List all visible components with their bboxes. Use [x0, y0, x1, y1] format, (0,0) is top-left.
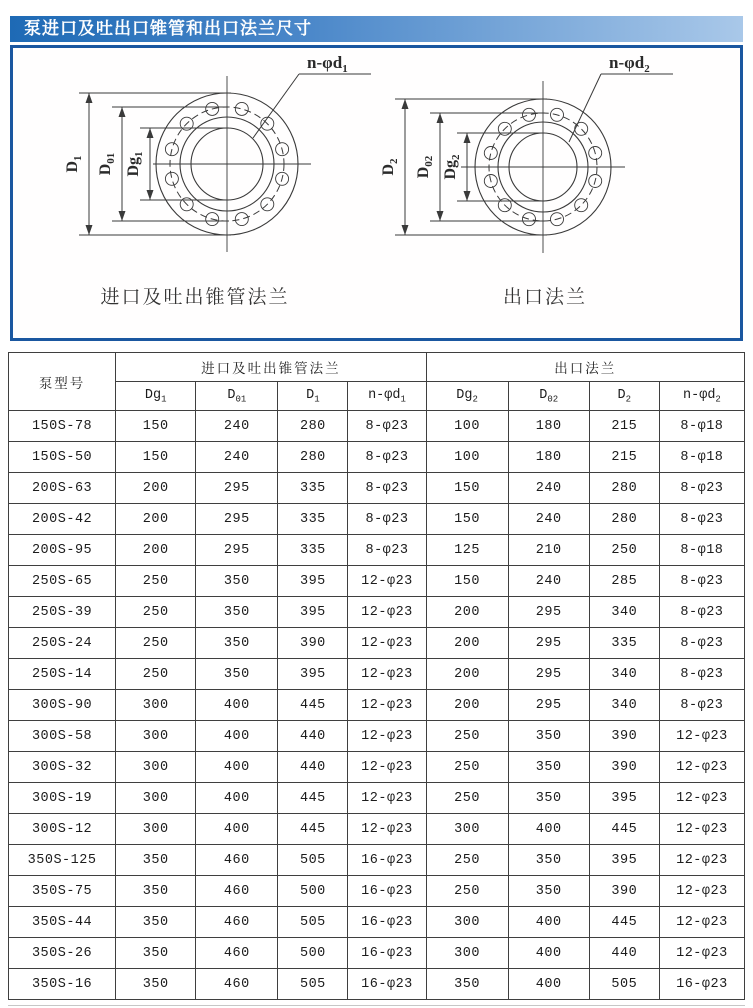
dimension-cell: 350 [196, 566, 278, 597]
column-header-d01: $D_{01}$ [196, 382, 278, 411]
dimension-cell: 350 [196, 659, 278, 690]
column-header-dg1: $Dg_1$ [116, 382, 196, 411]
dimension-cell: 200 [116, 535, 196, 566]
dimension-cell: 300 [116, 721, 196, 752]
dimension-cell: 150 [426, 566, 508, 597]
dimension-cell: 295 [508, 690, 589, 721]
dimension-cell: 445 [589, 907, 659, 938]
dimension-cell: 300 [116, 783, 196, 814]
dimension-cell: 400 [508, 907, 589, 938]
dimension-cell: 240 [508, 504, 589, 535]
dimension-cell: 280 [278, 442, 348, 473]
flange-diagram-svg [13, 48, 740, 338]
dimension-cell: 460 [196, 876, 278, 907]
dimension-cell: 8-φ23 [659, 690, 744, 721]
table-row [9, 411, 745, 442]
dimension-cell: 390 [278, 628, 348, 659]
dimension-cell: 8-φ23 [659, 566, 744, 597]
dimension-cell: 8-φ18 [659, 535, 744, 566]
pump-model-cell: 350S-75 [9, 876, 116, 907]
dimension-cell: 16-φ23 [348, 969, 426, 1000]
dimension-cell: 440 [278, 752, 348, 783]
dimension-cell: 505 [278, 969, 348, 1000]
dimension-cell: 295 [196, 504, 278, 535]
dimension-cell: 400 [196, 721, 278, 752]
dimension-cell: 250 [426, 876, 508, 907]
dimension-cell: 340 [589, 690, 659, 721]
table-row [9, 535, 745, 566]
dimension-cell: 335 [589, 628, 659, 659]
dimension-cell: 400 [508, 938, 589, 969]
dimension-cell: 12-φ23 [659, 783, 744, 814]
dimension-cell: 460 [196, 907, 278, 938]
table-row [9, 504, 745, 535]
dimension-cell: 445 [589, 814, 659, 845]
pump-model-cell: 200S-95 [9, 535, 116, 566]
pump-model-cell: 350S-125 [9, 845, 116, 876]
dimension-cell: 12-φ23 [659, 845, 744, 876]
dimension-cell: 395 [589, 783, 659, 814]
dimension-cell: 460 [196, 845, 278, 876]
dimension-cell: 350 [426, 969, 508, 1000]
dimension-cell: 250 [426, 783, 508, 814]
dimension-cell: 335 [278, 535, 348, 566]
dimension-cell: 340 [589, 659, 659, 690]
dimension-cell: 12-φ23 [348, 566, 426, 597]
inlet-flange-drawing [64, 53, 371, 308]
dimension-cell: 200 [116, 504, 196, 535]
column-header-pump-model: 泵型号 [9, 353, 116, 411]
dimension-cell: 295 [196, 473, 278, 504]
table-row [9, 690, 745, 721]
column-header-d2: $D_2$ [589, 382, 659, 411]
dimension-cell: 12-φ23 [659, 752, 744, 783]
dimension-cell: 300 [426, 907, 508, 938]
dimension-cell: 350 [116, 845, 196, 876]
page-title: 泵进口及吐出口锥管和出口法兰尺寸 [10, 16, 743, 42]
dimension-cell: 395 [278, 659, 348, 690]
dimension-cell: 280 [278, 411, 348, 442]
dimension-cell: 180 [508, 442, 589, 473]
dimension-cell: 12-φ23 [348, 690, 426, 721]
dimension-cell: 240 [508, 473, 589, 504]
dimension-cell: 505 [278, 907, 348, 938]
dimension-cell: 12-φ23 [659, 907, 744, 938]
table-row [9, 628, 745, 659]
callout-label-n-phi-d1: $n-\varphi d_1$ [307, 53, 348, 75]
callout-label-n-phi-d2: $n-\varphi d_2$ [609, 53, 650, 75]
dimension-cell: 150 [426, 473, 508, 504]
dimension-cell: 295 [508, 628, 589, 659]
pump-model-cell: 250S-24 [9, 628, 116, 659]
dimension-cell: 125 [426, 535, 508, 566]
cutoff-row-artifact [8, 1005, 745, 1006]
bolt-hole [575, 122, 588, 135]
pump-model-cell: 300S-58 [9, 721, 116, 752]
dimension-cell: 12-φ23 [659, 721, 744, 752]
dimension-cell: 350 [116, 969, 196, 1000]
dimension-cell: 295 [508, 597, 589, 628]
dimension-cell: 350 [196, 597, 278, 628]
table-row [9, 442, 745, 473]
dimension-cell: 350 [508, 721, 589, 752]
dimension-cell: 12-φ23 [348, 721, 426, 752]
dimension-cell: 340 [589, 597, 659, 628]
dimension-cell: 8-φ23 [348, 504, 426, 535]
pump-model-cell: 250S-65 [9, 566, 116, 597]
pump-model-cell: 200S-42 [9, 504, 116, 535]
dimension-cell: 12-φ23 [348, 597, 426, 628]
dimension-cell: 285 [589, 566, 659, 597]
dim-label-d02: $D_{02}$ [415, 155, 435, 179]
table-row [9, 969, 745, 1000]
dimension-cell: 400 [196, 752, 278, 783]
dimension-cell: 280 [589, 504, 659, 535]
dimension-cell: 295 [196, 535, 278, 566]
bolt-hole [575, 199, 588, 212]
dimension-cell: 150 [116, 411, 196, 442]
group-header-outlet-flange: 出口法兰 [426, 353, 744, 382]
table-row [9, 938, 745, 969]
dimension-cell: 300 [426, 938, 508, 969]
pump-model-cell: 300S-90 [9, 690, 116, 721]
bolt-hole [165, 172, 178, 185]
group-header-inlet-flange: 进口及吐出锥管法兰 [116, 353, 426, 382]
pump-model-cell: 300S-19 [9, 783, 116, 814]
dimension-cell: 8-φ23 [659, 504, 744, 535]
dimension-cell: 350 [116, 938, 196, 969]
dimension-cell: 8-φ23 [348, 535, 426, 566]
dimension-cell: 16-φ23 [348, 907, 426, 938]
dimension-cell: 200 [426, 659, 508, 690]
outlet-flange-drawing [380, 53, 673, 308]
pump-model-cell: 250S-14 [9, 659, 116, 690]
dimension-cell: 390 [589, 876, 659, 907]
dimension-cell: 8-φ23 [348, 411, 426, 442]
dimension-cell: 390 [589, 752, 659, 783]
dimension-cell: 12-φ23 [348, 783, 426, 814]
dimension-cell: 215 [589, 442, 659, 473]
dimension-cell: 395 [278, 566, 348, 597]
dimension-cell: 460 [196, 969, 278, 1000]
dimension-cell: 350 [508, 876, 589, 907]
dimension-cell: 12-φ23 [348, 814, 426, 845]
bolt-hole [523, 108, 536, 121]
dimension-cell: 400 [196, 690, 278, 721]
table-row [9, 752, 745, 783]
bolt-callout-right [569, 53, 673, 142]
dimension-cell: 12-φ23 [659, 876, 744, 907]
bolt-hole [523, 213, 536, 226]
table-row [9, 783, 745, 814]
pump-model-cell: 150S-78 [9, 411, 116, 442]
column-header-n-d1: $n-\varphi d_1$ [348, 382, 426, 411]
dimension-cell: 250 [116, 597, 196, 628]
dimension-cell: 400 [508, 969, 589, 1000]
outlet-flange-caption: 出口法兰 [502, 287, 588, 308]
dimension-cell: 300 [116, 752, 196, 783]
dimension-cell: 215 [589, 411, 659, 442]
dimension-cell: 400 [196, 814, 278, 845]
dimension-cell: 180 [508, 411, 589, 442]
dimension-cell: 280 [589, 473, 659, 504]
table-row [9, 473, 745, 504]
dimension-cell: 8-φ23 [659, 597, 744, 628]
dimension-cell: 400 [196, 783, 278, 814]
dimension-cell: 200 [426, 597, 508, 628]
dimension-cell: 250 [426, 721, 508, 752]
dimension-cell: 16-φ23 [348, 845, 426, 876]
dimension-cell: 8-φ18 [659, 442, 744, 473]
dimension-cell: 210 [508, 535, 589, 566]
dimension-cell: 200 [426, 690, 508, 721]
dimension-cell: 250 [116, 659, 196, 690]
dimension-cell: 16-φ23 [348, 938, 426, 969]
dimension-cell: 250 [426, 752, 508, 783]
dim-label-d01: $D_{01}$ [97, 152, 117, 176]
dimension-cell: 335 [278, 473, 348, 504]
dimension-cell: 400 [508, 814, 589, 845]
bolt-hole [235, 213, 248, 226]
dimension-cell: 12-φ23 [348, 659, 426, 690]
flange-diagrams-panel [10, 45, 743, 341]
table-row [9, 845, 745, 876]
column-header-d02: $D_{02}$ [508, 382, 589, 411]
pump-model-cell: 300S-32 [9, 752, 116, 783]
dimension-cell: 300 [116, 814, 196, 845]
table-row [9, 566, 745, 597]
column-header-dg2: $Dg_2$ [426, 382, 508, 411]
dimension-cell: 505 [278, 845, 348, 876]
dimension-cell: 500 [278, 938, 348, 969]
dimension-cell: 250 [116, 628, 196, 659]
dimension-cell: 350 [508, 783, 589, 814]
dimension-cell: 395 [278, 597, 348, 628]
dimension-cell: 12-φ23 [348, 628, 426, 659]
column-header-n-d2: $n-\varphi d_2$ [659, 382, 744, 411]
dim-label-dg1: $Dg_1$ [125, 151, 145, 177]
dimension-cell: 350 [508, 845, 589, 876]
bolt-callout-left [253, 53, 371, 138]
dimension-cell: 350 [116, 907, 196, 938]
table-row [9, 814, 745, 845]
dimension-cell: 395 [589, 845, 659, 876]
dimension-cell: 295 [508, 659, 589, 690]
dimension-cell: 8-φ23 [659, 473, 744, 504]
dimension-cell: 250 [116, 566, 196, 597]
pump-model-cell: 150S-50 [9, 442, 116, 473]
dimension-cell: 240 [196, 411, 278, 442]
pump-model-cell: 350S-26 [9, 938, 116, 969]
dimension-cell: 460 [196, 938, 278, 969]
dimension-cell: 350 [196, 628, 278, 659]
dimension-cell: 250 [426, 845, 508, 876]
dimension-cell: 8-φ23 [348, 473, 426, 504]
column-header-d1: $D_1$ [278, 382, 348, 411]
table-row [9, 597, 745, 628]
table-row [9, 659, 745, 690]
dimension-cell: 505 [589, 969, 659, 1000]
dimension-cell: 16-φ23 [348, 876, 426, 907]
dimension-cell: 12-φ23 [659, 938, 744, 969]
dimension-cell: 440 [278, 721, 348, 752]
dimension-cell: 200 [116, 473, 196, 504]
pump-model-cell: 350S-44 [9, 907, 116, 938]
dim-label-dg2: $Dg_2$ [442, 154, 462, 180]
dimension-cell: 300 [426, 814, 508, 845]
inlet-flange-caption: 进口及吐出锥管法兰 [100, 287, 290, 308]
dimension-cell: 100 [426, 442, 508, 473]
dimension-cell: 445 [278, 814, 348, 845]
pump-model-cell: 350S-16 [9, 969, 116, 1000]
dimension-cell: 250 [589, 535, 659, 566]
dimension-cell: 240 [196, 442, 278, 473]
table-row [9, 876, 745, 907]
dim-label-d2: $D_2$ [380, 158, 400, 176]
dimension-cell: 8-φ23 [659, 628, 744, 659]
dimension-cell: 350 [508, 752, 589, 783]
table-row [9, 907, 745, 938]
dimension-cell: 240 [508, 566, 589, 597]
dimension-cell: 16-φ23 [659, 969, 744, 1000]
dimension-cell: 12-φ23 [348, 752, 426, 783]
table-row [9, 721, 745, 752]
dimension-cell: 440 [589, 938, 659, 969]
dim-label-d1: $D_1$ [64, 155, 84, 173]
dimension-cell: 150 [116, 442, 196, 473]
dimension-cell: 300 [116, 690, 196, 721]
dimension-cell: 8-φ23 [348, 442, 426, 473]
dimension-cell: 8-φ18 [659, 411, 744, 442]
pump-model-cell: 200S-63 [9, 473, 116, 504]
bolt-hole [484, 147, 497, 160]
pump-model-cell: 300S-12 [9, 814, 116, 845]
flange-dimension-table [8, 352, 745, 1000]
dimension-cell: 350 [116, 876, 196, 907]
dimension-cell: 12-φ23 [659, 814, 744, 845]
dimension-cell: 8-φ23 [659, 659, 744, 690]
bolt-hole [235, 102, 248, 115]
dimension-cell: 445 [278, 690, 348, 721]
pump-model-cell: 250S-39 [9, 597, 116, 628]
dimension-cell: 150 [426, 504, 508, 535]
dimension-cell: 100 [426, 411, 508, 442]
dimension-cell: 335 [278, 504, 348, 535]
dimension-cell: 445 [278, 783, 348, 814]
dimension-cell: 200 [426, 628, 508, 659]
dimension-cell: 390 [589, 721, 659, 752]
dimension-cell: 500 [278, 876, 348, 907]
